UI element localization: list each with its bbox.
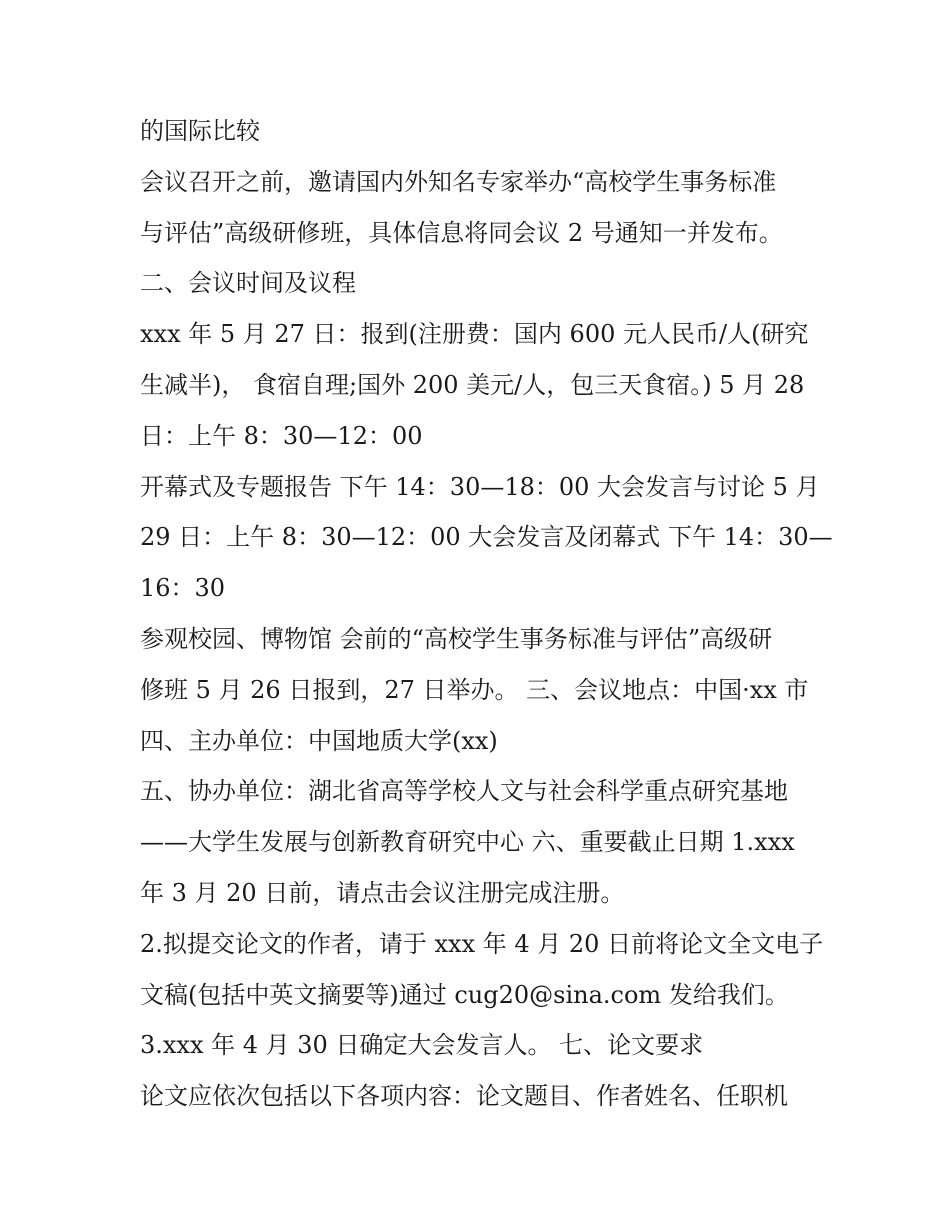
text-line: 的国际比较: [140, 117, 260, 145]
text-line: 2.拟提交论文的作者，请于 xxx 年 4 月 20 日前将论文全文电子: [140, 929, 824, 958]
section-heading: 二、会议时间及议程: [140, 269, 356, 298]
text-line: 29 日：上午 8：30—12：00 大会发言及闭幕式 下午 14：30—: [140, 523, 833, 552]
document-body: [140, 106, 840, 1122]
text-line: 16：30: [140, 574, 226, 603]
text-line: 文稿(包括中英文摘要等)通过 cug20@sina.com 发给我们。: [140, 980, 789, 1009]
text-line: xxx 年 5 月 27 日：报到(注册费：国内 600 元人民币/人(研究: [140, 320, 809, 349]
text-line: 年 3 月 20 日前，请点击会议注册完成注册。: [140, 878, 625, 907]
section-heading: 五、协办单位：湖北省高等学校人文与社会科学重点研究基地: [140, 777, 788, 806]
text-line: 开幕式及专题报告 下午 14：30—18：00 大会发言与讨论 5 月: [140, 472, 820, 501]
text-line: 与评估”高级研修班，具体信息将同会议 2 号通知一并发布。: [140, 218, 783, 247]
text-line: 3.xxx 年 4 月 30 日确定大会发言人。 七、论文要求: [140, 1031, 704, 1060]
text-line: 参观校园、博物馆 会前的“高校学生事务标准与评估”高级研: [140, 624, 773, 653]
section-heading: 四、主办单位：中国地质大学(xx): [140, 726, 498, 755]
text-line: 生减半)， 食宿自理;国外 200 美元/人，包三天食宿。) 5 月 28: [140, 370, 805, 399]
text-line: ——大学生发展与创新教育研究中心 六、重要截止日期 1.xxx: [140, 828, 795, 857]
text-line: 修班 5 月 26 日报到，27 日举办。 三、会议地点：中国·xx 市: [140, 675, 809, 704]
text-line: 论文应依次包括以下各项内容：论文题目、作者姓名、任职机: [140, 1082, 788, 1111]
text-line: 日：上午 8：30—12：00: [140, 421, 423, 450]
text-line: 会议召开之前，邀请国内外知名专家举办“高校学生事务标准: [140, 167, 777, 196]
